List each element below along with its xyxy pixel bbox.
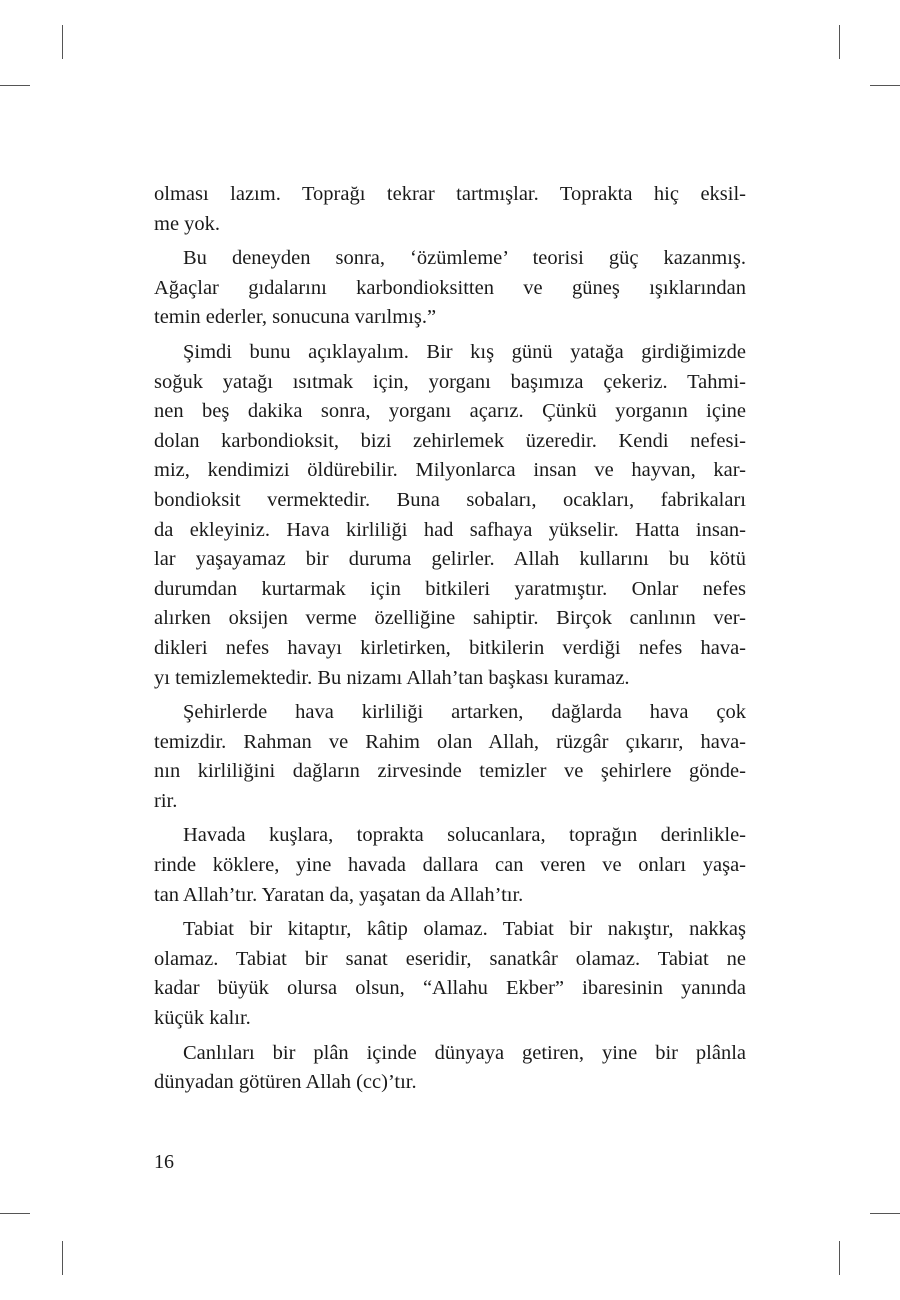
text-line: Şimdi bunu açıklayalım. Bir kış günü yatağa girdiğimizde — [183, 340, 746, 363]
text-line: bondioksit vermektedir. Buna sobaları, ocakları, fabrikaları — [154, 488, 746, 511]
text-line: nen beş dakika sonra, yorganı açarız. Çünkü yorganın içine — [154, 400, 746, 423]
text-line: Ağaçlar gıdalarını karbondioksitten ve güneş ışıklarından — [154, 276, 746, 299]
crop-mark — [62, 1241, 63, 1275]
text-line: temin ederler, sonucuna varılmış.” — [154, 306, 437, 329]
text-line: lar yaşayamaz bir duruma gelirler. Allah kullarını bu kötü — [154, 548, 746, 571]
text-line: olamaz. Tabiat bir sanat eseridir, sanatkâr olamaz. Tabiat ne — [154, 947, 746, 970]
text-line: rir. — [154, 789, 178, 812]
text-line: dünyadan götüren Allah (cc)’tır. — [154, 1071, 417, 1094]
text-line: olması lazım. Toprağı tekrar tartmışlar. Toprakta hiç eksil- — [154, 183, 746, 205]
text-line: me yok. — [154, 212, 221, 235]
paragraph — [154, 180, 746, 239]
paragraph — [154, 821, 746, 910]
paragraph — [154, 244, 746, 333]
text-line: rinde köklere, yine havada dallara can veren ve onları yaşa- — [154, 854, 746, 877]
text-line: dikleri nefes havayı kirletirken, bitkilerin verdiği nefes hava- — [154, 636, 746, 659]
paragraph — [154, 1039, 746, 1098]
text-line: yı temizlemektedir. Bu nizamı Allah’tan başkası kuramaz. — [154, 666, 630, 689]
text-line: tan Allah’tır. Yaratan da, yaşatan da Allah’tır. — [154, 883, 524, 906]
crop-mark — [62, 25, 63, 59]
crop-mark — [0, 1213, 30, 1214]
text-line: dolan karbondioksit, bizi zehirlemek üzeredir. Kendi nefesi- — [154, 429, 746, 452]
text-line: Tabiat bir kitaptır, kâtip olamaz. Tabiat bir nakıştır, nakkaş — [183, 918, 746, 941]
crop-mark — [839, 1241, 840, 1275]
text-line: miz, kendimizi öldürebilir. Milyonlarca insan ve hayvan, kar- — [154, 459, 746, 482]
text-line: Bu deneyden sonra, ‘özümleme’ teorisi güç kazanmış. — [183, 247, 746, 270]
text-line: Canlıları bir plân içinde dünyaya getiren, yine bir plânla — [183, 1041, 746, 1064]
text-line: kadar büyük olursa olsun, “Allahu Ekber” ibaresinin yanında — [154, 977, 746, 1000]
crop-mark — [870, 1213, 900, 1214]
paragraph — [154, 915, 746, 1033]
text-line: nın kirliliğini dağların zirvesinde temizler ve şehirlere gönde- — [154, 760, 746, 783]
text-line: temizdir. Rahman ve Rahim olan Allah, rüzgâr çıkarır, hava- — [154, 730, 746, 753]
crop-mark — [839, 25, 840, 59]
crop-mark — [0, 85, 30, 86]
paragraph — [154, 338, 746, 693]
text-line: Havada kuşlara, toprakta solucanlara, toprağın derinlikle- — [183, 824, 746, 847]
text-line: soğuk yatağı ısıtmak için, yorganı başımıza çekeriz. Tahmi- — [154, 370, 746, 393]
text-line: alırken oksijen verme özelliğine sahiptir. Birçok canlının ver- — [154, 607, 746, 630]
text-line: durumdan kurtarmak için bitkileri yaratmıştır. Onlar nefes — [154, 577, 746, 600]
crop-mark — [870, 85, 900, 86]
text-line: Şehirlerde hava kirliliği artarken, dağlarda hava çok — [183, 701, 746, 724]
text-line: küçük kalır. — [154, 1007, 251, 1030]
body-text — [154, 180, 746, 1098]
text-line: da ekleyiniz. Hava kirliliği had safhaya yükselir. Hatta insan- — [154, 518, 746, 541]
paragraph — [154, 698, 746, 816]
page-number: 16 — [154, 1151, 174, 1173]
